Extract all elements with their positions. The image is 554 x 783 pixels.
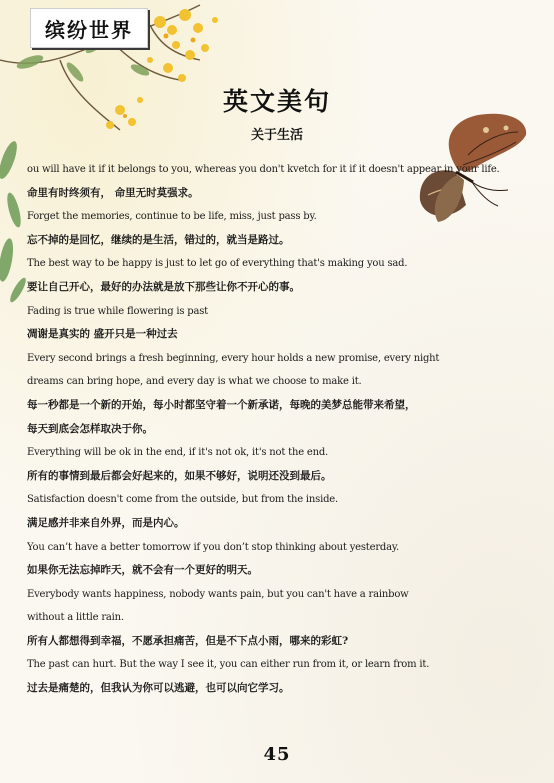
quote-line-en: dreams can bring hope, and every day is what we choose to make it. xyxy=(27,376,362,388)
quote-line-en: The past can hurt. But the way I see it, you can either run from it, or learn from it. xyxy=(27,659,430,671)
quote-line-en: without a little rain. xyxy=(27,612,124,624)
quote-line-en: The best way to be happy is just to let go of everything that's making you sad. xyxy=(27,258,408,270)
quote-line-en: Fading is true while flowering is past xyxy=(27,305,208,317)
quote-line-en: Satisfaction doesn't come from the outside, but from the inside. xyxy=(27,494,338,506)
page-number: 45 xyxy=(263,744,291,765)
quote-line-zh: 命里有时终须有， 命里无时莫强求。 xyxy=(27,186,199,199)
section-badge xyxy=(30,8,148,48)
quote-line-en: Every second brings a fresh beginning, every hour holds a new promise, every night xyxy=(27,352,440,364)
quote-line-zh: 每一秒都是一个新的开始，每小时都坚守着一个新承诺，每晚的美梦总能带来希望， xyxy=(27,398,416,411)
quote-list xyxy=(27,158,500,701)
quote-line-en: You can’t have a better tomorrow if you don’t stop thinking about yesterday. xyxy=(27,541,399,553)
section-badge-text: 缤纷世界 xyxy=(45,17,133,42)
quote-line-zh: 过去是痛楚的，但我认为你可以逃避，也可以向它学习。 xyxy=(27,682,290,695)
quote-line-en: ou will have it if it belongs to you, whereas you don't kvetch for it if it doesn't appear in your life. xyxy=(27,164,500,175)
quote-line-zh: 忘不掉的是回忆，继续的是生活，错过的，就当是路过。 xyxy=(27,233,290,246)
page-title: 英文美句 xyxy=(222,87,331,116)
quote-line-zh: 每天到底会怎样取决于你。 xyxy=(27,422,153,435)
quote-line-zh: 所有的事情到最后都会好起来的，如果不够好，说明还没到最后。 xyxy=(27,469,332,482)
quote-line-en: Everybody wants happiness, nobody wants pain, but you can't have a rainbow xyxy=(27,588,409,600)
quote-line-zh: 所有人都想得到幸福，不愿承担痛苦，但是不下点小雨，哪来的彩虹? xyxy=(27,634,349,647)
page-subtitle: 关于生活 xyxy=(250,128,303,143)
quote-line-en: Forget the memories, continue to be life, miss, just pass by. xyxy=(27,211,317,223)
quote-line-en: Everything will be ok in the end, if it's not ok, it's not the end. xyxy=(27,447,329,459)
quote-line-zh: 如果你无法忘掉昨天，就不会有一个更好的明天。 xyxy=(27,564,258,577)
quote-line-zh: 要让自己开心，最好的办法就是放下那些让你不开心的事。 xyxy=(27,280,300,293)
quote-line-zh: 凋谢是真实的 盛开只是一种过去 xyxy=(27,328,178,341)
leaves-icon xyxy=(0,130,30,310)
quote-line-zh: 满足感并非来自外界，而是内心。 xyxy=(27,516,185,529)
